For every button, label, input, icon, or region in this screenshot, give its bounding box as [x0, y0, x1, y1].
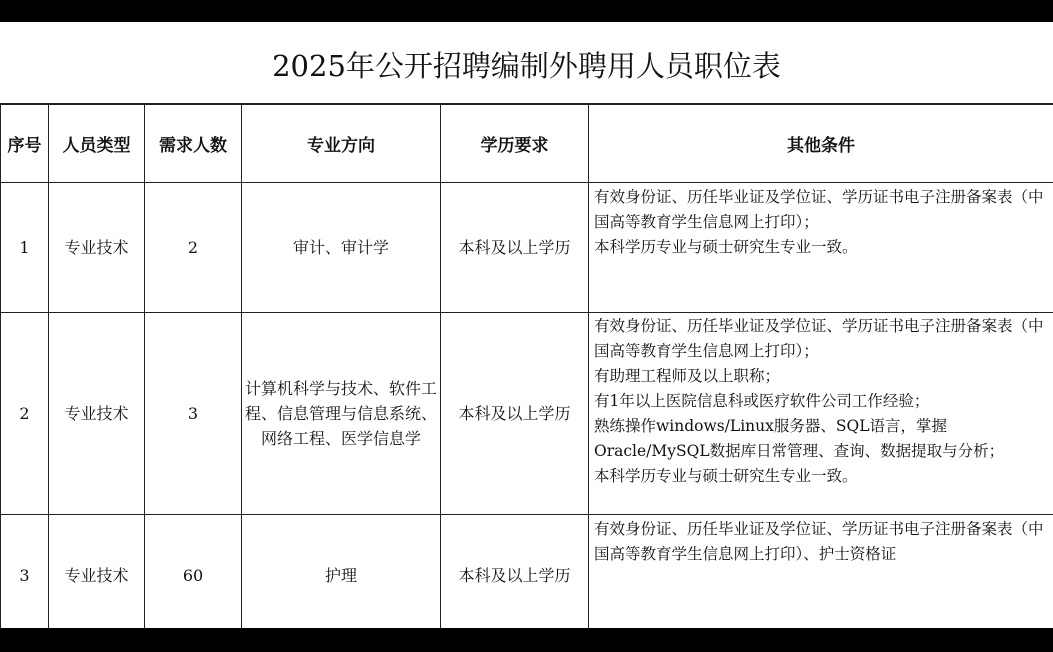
table-row [1, 515, 1053, 629]
cell-no: 1 [1, 183, 49, 313]
cell-no: 2 [1, 313, 49, 515]
cell-education: 本科及以上学历 [441, 515, 589, 629]
page-title: 2025年公开招聘编制外聘用人员职位表 [0, 22, 1053, 104]
header-other: 其他条件 [589, 105, 1053, 183]
cell-major: 审计、审计学 [242, 183, 441, 313]
cell-no: 3 [1, 515, 49, 629]
other-condition: 有效身份证、历任毕业证及学位证、学历证书电子注册备案表（中国高等教育学生信息网上打印）； [594, 188, 1044, 231]
cell-type: 专业技术 [49, 183, 145, 313]
other-condition: 有效身份证、历任毕业证及学位证、学历证书电子注册备案表（中国高等教育学生信息网上打印）、护士资格证 [594, 520, 1044, 563]
cell-count: 60 [145, 515, 242, 629]
cell-education: 本科及以上学历 [441, 183, 589, 313]
header-count: 需求人数 [145, 105, 242, 183]
cell-major: 计算机科学与技术、软件工程、信息管理与信息系统、网络工程、医学信息学 [242, 313, 441, 515]
table-row [1, 313, 1053, 515]
cell-count: 2 [145, 183, 242, 313]
header-no: 序号 [1, 105, 49, 183]
header-education: 学历要求 [441, 105, 589, 183]
table-row [1, 183, 1053, 313]
cell-count: 3 [145, 313, 242, 515]
cell-other [589, 183, 1053, 313]
cell-other [589, 313, 1053, 515]
table-header-row [1, 105, 1053, 183]
position-table [0, 104, 1053, 628]
document-page [0, 22, 1053, 628]
header-major: 专业方向 [242, 105, 441, 183]
header-type: 人员类型 [49, 105, 145, 183]
other-condition: 有1年以上医院信息科或医疗软件公司工作经验； [594, 392, 930, 410]
other-condition: 有效身份证、历任毕业证及学位证、学历证书电子注册备案表（中国高等教育学生信息网上打印）； [594, 317, 1044, 360]
other-condition: 有助理工程师及以上职称； [594, 367, 781, 385]
other-condition: 本科学历专业与硕士研究生专业一致。 [594, 238, 858, 256]
cell-type: 专业技术 [49, 515, 145, 629]
cell-type: 专业技术 [49, 313, 145, 515]
cell-other [589, 515, 1053, 629]
other-condition: 本科学历专业与硕士研究生专业一致。 [594, 467, 858, 485]
cell-education: 本科及以上学历 [441, 313, 589, 515]
cell-major: 护理 [242, 515, 441, 629]
other-condition: 熟练操作windows/Linux服务器、SQL语言，掌握Oracle/MySQL数据库日常管理、查询、数据提取与分析； [594, 417, 1005, 460]
